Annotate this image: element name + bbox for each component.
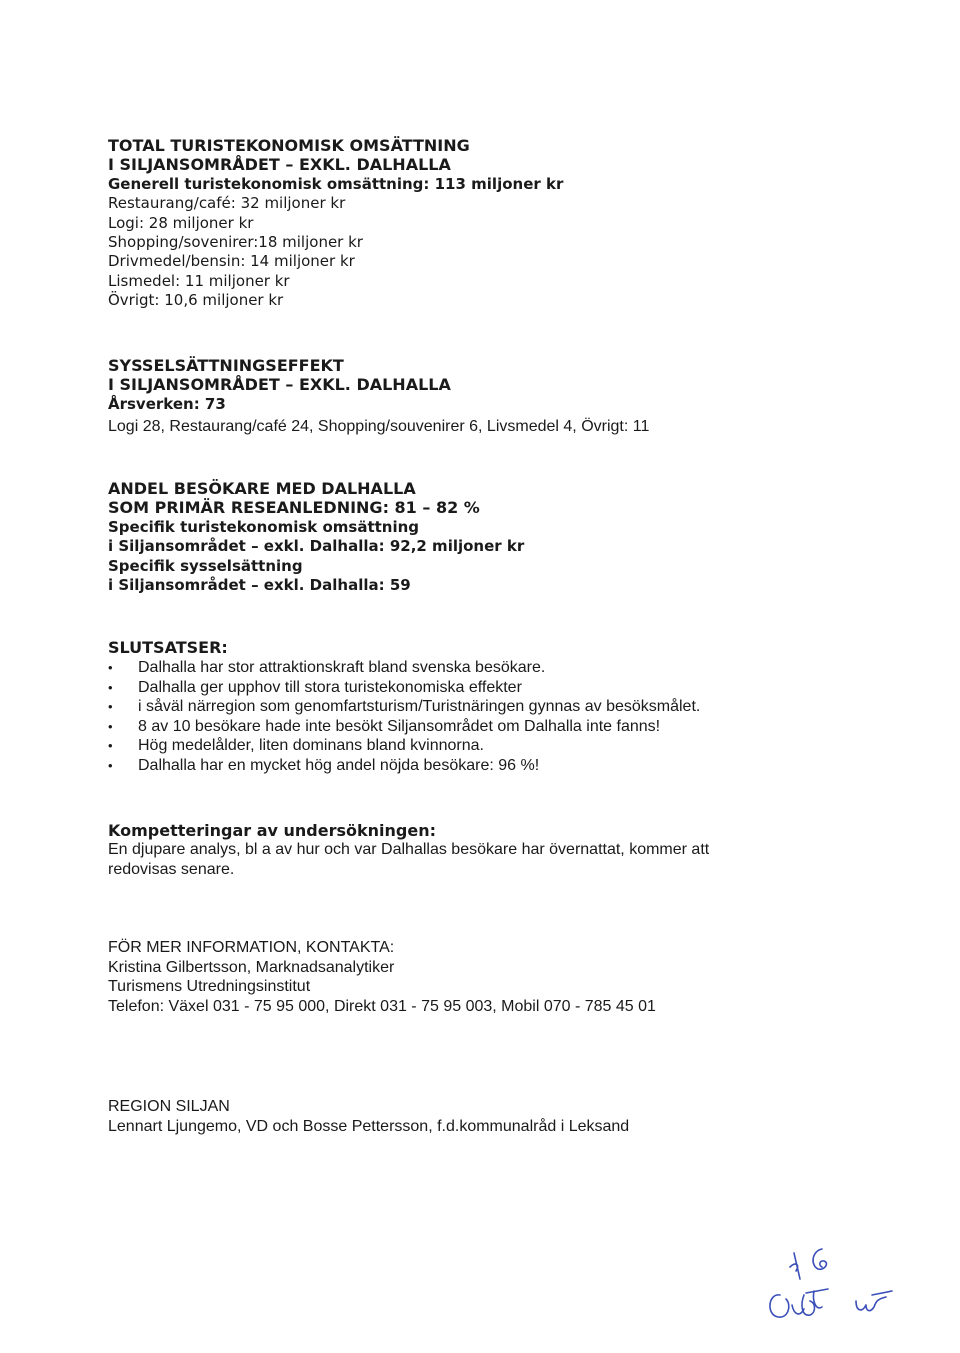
conclusions-list — [108, 658, 928, 775]
section-title: SYSSELSÄTTNINGSEFFEKT — [108, 356, 344, 375]
item-livsmedel: Lismedel: 11 miljoner kr — [108, 271, 290, 290]
specifik-omsattning-label: Specifik turistekonomisk omsättning — [108, 517, 420, 536]
arsverken-breakdown: Logi 28, Restaurang/café 24, Shopping/souvenirer 6, Livsmedel 4, Övrigt: 11 — [108, 418, 650, 436]
paragraph-line: En djupare analys, bl a av hur och var Dalhallas besökare har övernattat, kommer att — [108, 841, 710, 859]
list-item-continuation: • i såväl närregion som genomfartsturism/Turistnäringen gynnas av besöksmålet. — [108, 697, 928, 717]
handwritten-initials-icon — [760, 1245, 910, 1335]
paragraph-line: redovisas senare. — [108, 860, 235, 878]
region-heading: REGION SILJAN — [108, 1098, 230, 1115]
contact-phone: Telefon: Växel 031 - 75 95 000, Direkt 031 - 75 95 003, Mobil 070 - 785 45 01 — [108, 997, 656, 1015]
section-kontakt — [108, 938, 928, 1016]
section-region-siljan — [108, 1097, 928, 1136]
specifik-omsattning-value: i Siljansområdet – exkl. Dalhalla: 92,2 miljoner kr — [108, 537, 525, 556]
section-andel-besokare — [108, 479, 928, 595]
section-title: Kompetteringar av undersökningen: — [108, 821, 436, 840]
item-logi: Logi: 28 miljoner kr — [108, 213, 254, 232]
contact-org: Turismens Utredningsinstitut — [108, 978, 311, 995]
section-subtitle: SOM PRIMÄR RESEANLEDNING: 81 – 82 % — [108, 498, 480, 518]
total-omsattning: Generell turistekonomisk omsättning: 113 miljoner kr — [108, 174, 564, 193]
list-item: • Dalhalla har en mycket hög andel nöjda besökare: 96 %! — [108, 756, 928, 776]
specifik-sysselsattning-label: Specifik sysselsättning — [108, 556, 303, 575]
item-shopping: Shopping/sovenirer:18 miljoner kr — [108, 233, 363, 252]
section-kompletteringar — [108, 821, 928, 879]
section-title: TOTAL TURISTEKONOMISK OMSÄTTNING — [108, 136, 470, 155]
item-ovrigt: Övrigt: 10,6 miljoner kr — [108, 291, 284, 310]
specifik-sysselsattning-value: i Siljansområdet – exkl. Dalhalla: 59 — [108, 576, 411, 595]
section-title: SLUTSATSER: — [108, 638, 228, 657]
list-item: • Dalhalla ger upphov till stora turistekonomiska effekter — [108, 678, 928, 698]
section-sysselsattning — [108, 356, 928, 437]
region-signatories: Lennart Ljungemo, VD och Bosse Pettersson, f.d.kommunalråd i Leksand — [108, 1117, 630, 1135]
section-slutsatser — [108, 638, 928, 775]
section-subtitle: I SILJANSOMRÅDET – EXKL. DALHALLA — [108, 375, 451, 395]
item-drivmedel: Drivmedel/bensin: 14 miljoner kr — [108, 252, 355, 271]
contact-name: Kristina Gilbertsson, Marknadsanalytiker — [108, 958, 395, 976]
list-item: • 8 av 10 besökare hade inte besökt Siljansområdet om Dalhalla inte fanns! — [108, 717, 928, 737]
contact-heading: FÖR MER INFORMATION, KONTAKTA: — [108, 939, 395, 956]
section-subtitle: I SILJANSOMRÅDET – EXKL. DALHALLA — [108, 155, 451, 175]
arsverken: Årsverken: 73 — [108, 394, 226, 413]
section-total-omsattning — [108, 136, 928, 311]
item-restaurang: Restaurang/café: 32 miljoner kr — [108, 194, 346, 213]
list-item: • Hög medelålder, liten dominans bland kvinnorna. — [108, 736, 928, 756]
section-title: ANDEL BESÖKARE MED DALHALLA — [108, 479, 416, 498]
list-item: • Dalhalla har stor attraktionskraft bland svenska besökare. — [108, 658, 928, 678]
